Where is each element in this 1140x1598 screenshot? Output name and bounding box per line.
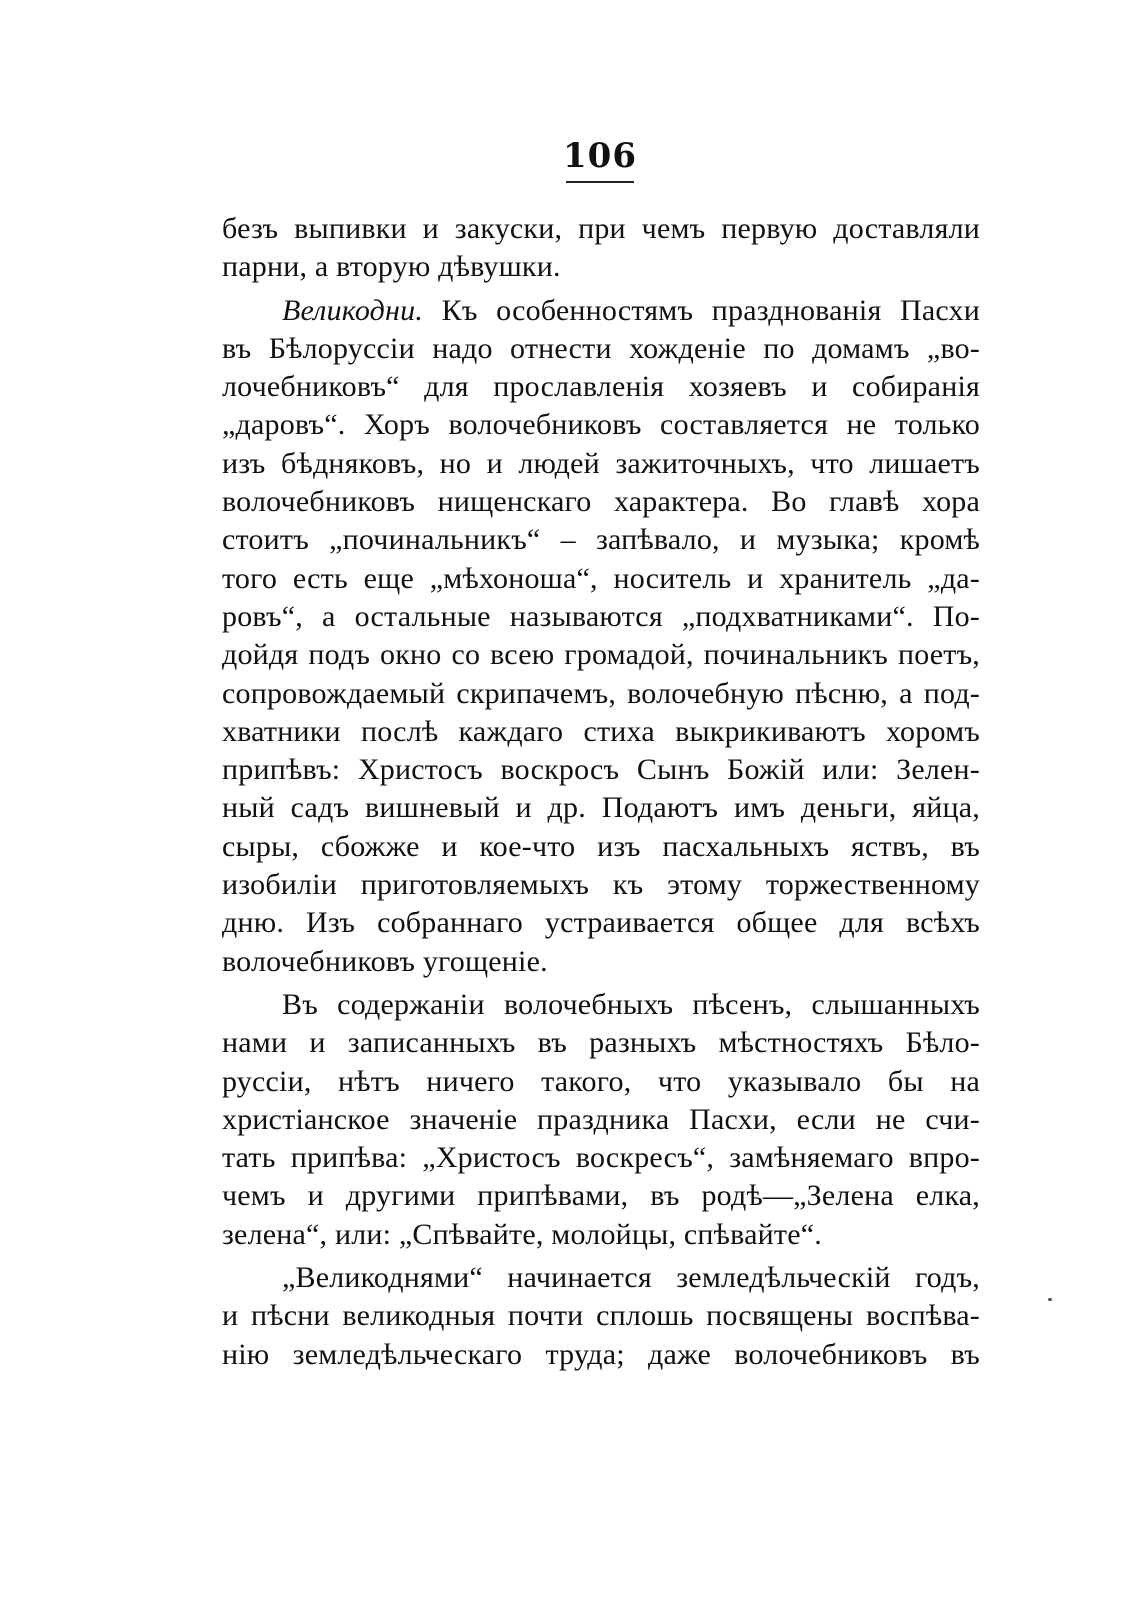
paragraph [222, 1259, 980, 1374]
text-line: „даровъ“. Хоръ волочебниковъ составляется не только [222, 408, 980, 442]
text-line: дню. Изъ собраннаго устраивается общее для всѣхъ [222, 906, 980, 940]
text-line: сыры, сбожже и кое-что изъ пасхальныхъ яствъ, въ [222, 829, 980, 863]
text-line: дойдя подъ окно со всею громадой, починальникъ поетъ, [222, 638, 980, 672]
text-line: того есть еще „мѣхоноша“, носитель и хранитель „да- [222, 561, 980, 595]
page-number-rule [566, 181, 634, 183]
text-line: ный садъ вишневый и др. Подаютъ имъ деньги, яйца, [222, 791, 980, 825]
body-text [222, 210, 980, 1374]
paragraph [222, 210, 980, 287]
text-line: руссіи, нѣтъ ничего такого, что указывало бы на [222, 1064, 980, 1098]
text-line: чемъ и другими припѣвами, въ родѣ—„Зелена елка, [222, 1179, 980, 1213]
text-line: сопровождаемый скрипачемъ, волочебную пѣсню, а под- [222, 676, 980, 710]
text-line: хватники послѣ каждаго стиха выкрикиваютъ хоромъ [222, 714, 980, 748]
italic-heading: Великодни. [282, 293, 424, 327]
text-line: христіанское значеніе праздника Пасхи, если не счи- [222, 1102, 980, 1136]
text-line-rest: Къ особенностямъ празднованія Пасхи [423, 293, 980, 327]
text-line: лочебниковъ“ для прославленія хозяевъ и собиранія [222, 370, 980, 404]
text-line: изобиліи приготовляемыхъ къ этому торжественному [222, 868, 980, 902]
text-line: парни, а вторую дѣвушки. [222, 250, 561, 284]
text-line: нію земледѣльческаго труда; даже волочебниковъ въ [222, 1337, 980, 1371]
text-line: припѣвъ: Христосъ воскросъ Сынъ Божій или: Зелен- [222, 753, 980, 787]
text-line: Въ содержаніи волочебныхъ пѣсенъ, слышанныхъ [282, 987, 980, 1021]
text-line: стоитъ „починальникъ“ – запѣвало, и музыка; кромѣ [222, 523, 980, 557]
ink-speck [1048, 1298, 1052, 1301]
page-number: 106 [563, 136, 637, 176]
text-line: нами и записанныхъ въ разныхъ мѣстностяхъ Бѣло- [222, 1026, 980, 1060]
text-line: изъ бѣдняковъ, но и людей зажиточныхъ, что лишаетъ [222, 446, 980, 480]
text-line: „Великоднями“ начинается земледѣльческій годъ, [282, 1261, 980, 1295]
text-line [222, 292, 980, 330]
text-line: зелена“, или: „Спѣвайте, молойцы, спѣвайте“. [222, 1217, 822, 1251]
text-line: волочебниковъ нищенскаго характера. Во главѣ хора [222, 485, 980, 519]
text-line: и пѣсни великодныя почти сплошь посвящены воспѣва- [222, 1299, 980, 1333]
text-line: ровъ“, а остальные называются „подхватниками“. По- [222, 599, 980, 633]
text-line: тать припѣва: „Христосъ воскресъ“, замѣняемаго впро- [222, 1141, 980, 1175]
text-line: въ Бѣлоруссіи надо отнести хожденіе по домамъ „во- [222, 331, 980, 365]
paragraph [222, 986, 980, 1254]
paragraph [222, 292, 980, 981]
text-line: волочебниковъ угощеніе. [222, 944, 548, 978]
text-line: безъ выпивки и закуски, при чемъ первую доставляли [222, 212, 980, 245]
